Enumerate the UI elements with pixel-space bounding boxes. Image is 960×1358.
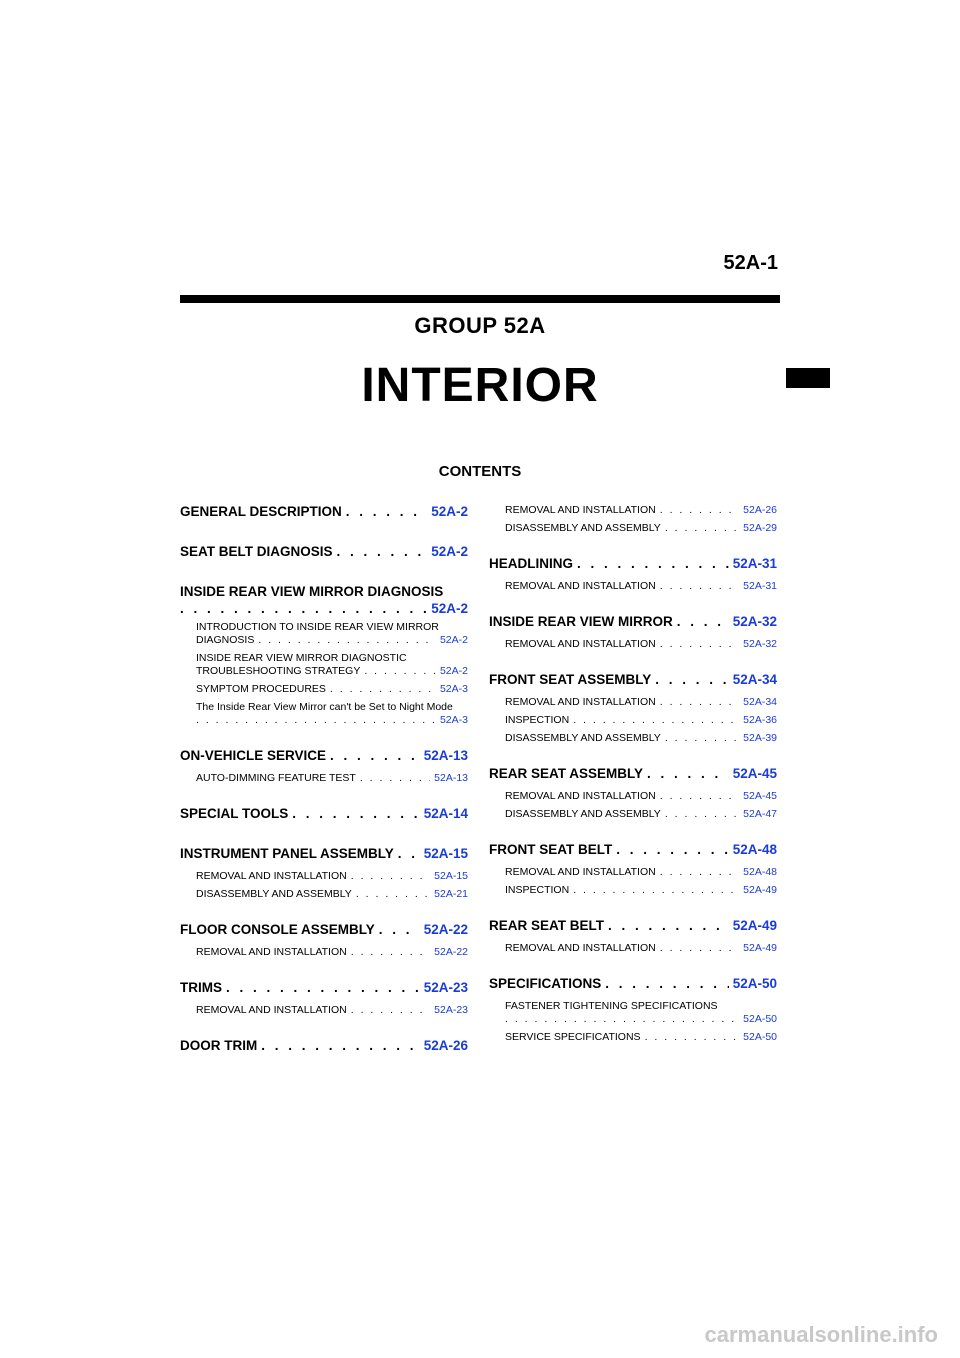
leader-dots [577,556,729,571]
leader-dots [660,504,739,516]
leader-dots [226,980,420,995]
leader-dots [660,866,739,878]
toc-label: DISASSEMBLY AND ASSEMBLY [196,888,352,900]
toc-label-line1: INSIDE REAR VIEW MIRROR DIAGNOSTIC [196,652,407,664]
toc-page-link[interactable]: 52A-32 [743,638,777,650]
leader-dots [398,846,420,861]
toc-subentry-ip-disassembly[interactable] [180,888,468,900]
toc-page-link[interactable]: 52A-2 [431,544,468,559]
toc-subentry-mirror-intro[interactable] [180,621,468,646]
leader-dots [660,696,739,708]
toc-label: DIAGNOSIS [196,634,255,646]
toc-page-link[interactable]: 52A-3 [439,714,468,726]
toc-page-link[interactable]: 52A-15 [434,870,468,882]
toc-entry-special-tools[interactable] [180,806,468,824]
leader-dots [573,714,739,726]
toc-label: REAR SEAT BELT [489,918,605,933]
toc-subentry-dt-disassembly[interactable] [489,522,777,534]
toc-label-line1: The Inside Rear View Mirror can't be Set to Night Mode [196,701,453,713]
toc-label: TRIMS [180,980,222,995]
toc-page-link[interactable]: 52A-22 [434,946,468,958]
toc-label: REMOVAL AND INSTALLATION [196,870,347,882]
toc-subentry-rb-removal[interactable] [489,942,777,954]
toc-subentry-rs-disassembly[interactable] [489,808,777,820]
toc-entry-specifications[interactable] [489,976,777,994]
toc-subentry-fastener-specs[interactable] [489,1000,777,1025]
toc-right-column [489,500,777,1043]
toc-label: DISASSEMBLY AND ASSEMBLY [505,732,661,744]
leader-dots [258,634,436,646]
toc-page-link[interactable]: 52A-2 [439,665,468,677]
toc-page-link[interactable]: 52A-13 [423,748,468,763]
toc-label: INSPECTION [505,884,570,896]
leader-dots [364,665,436,677]
leader-dots [351,1004,430,1016]
toc-page-link[interactable]: 52A-26 [423,1038,468,1053]
toc-page-link[interactable]: 52A-45 [743,790,777,802]
toc-entry-headlining[interactable] [489,556,777,574]
leader-dots [665,522,739,534]
toc-label: AUTO-DIMMING FEATURE TEST [196,772,356,784]
leader-dots [645,1031,740,1043]
toc-label-line1: FASTENER TIGHTENING SPECIFICATIONS [505,1000,718,1012]
toc-label: DISASSEMBLY AND ASSEMBLY [505,522,661,534]
toc-label: SYMPTOM PROCEDURES [196,683,326,695]
leader-dots [655,672,728,687]
toc-label: INSPECTION [505,714,570,726]
toc-subentry-hl-removal[interactable] [489,580,777,592]
toc-label: REMOVAL AND INSTALLATION [505,638,656,650]
toc-label: REMOVAL AND INSTALLATION [505,790,656,802]
toc-label: TROUBLESHOOTING STRATEGY [196,665,361,677]
toc-page-link[interactable]: 52A-32 [732,614,777,629]
toc-label: SPECIAL TOOLS [180,806,289,821]
leader-dots [292,806,419,821]
toc-entry-front-seat-belt[interactable] [489,842,777,860]
toc-subentry-fs-removal[interactable] [489,696,777,708]
toc-label: ON-VEHICLE SERVICE [180,748,327,763]
watermark: carmanualsonline.info [704,1322,938,1347]
toc-subentry-trims-removal[interactable] [180,1004,468,1016]
toc-page-link[interactable]: 52A-15 [423,846,468,861]
toc-label: GENERAL DESCRIPTION [180,504,342,519]
toc-entry-door-trim[interactable] [180,1038,468,1056]
toc-subentry-fs-inspection[interactable] [489,714,777,726]
toc-page-link[interactable]: 52A-31 [732,556,777,571]
toc-entry-rear-seat-assembly[interactable] [489,766,777,784]
leader-dots [330,748,420,763]
toc-subentry-service-specs[interactable] [489,1031,777,1043]
toc-subentry-fb-removal[interactable] [489,866,777,878]
leader-dots [351,870,430,882]
toc-subentry-fb-inspection[interactable] [489,884,777,896]
leader-dots [665,808,739,820]
leader-dots [665,732,739,744]
toc-label: INSTRUMENT PANEL ASSEMBLY [180,846,394,861]
toc-left-column [180,500,468,1056]
toc-subentry-mirror-strategy[interactable] [180,652,468,677]
toc-entry-instrument-panel[interactable] [180,846,468,864]
toc-page-link[interactable]: 52A-14 [423,806,468,821]
leader-dots [330,683,436,695]
toc-page-link[interactable]: 52A-50 [743,1031,777,1043]
main-title: INTERIOR [361,359,599,412]
toc-label: FRONT SEAT ASSEMBLY [489,672,652,687]
toc-page-link[interactable]: 52A-23 [423,980,468,995]
toc-page-link[interactable]: 52A-36 [743,714,777,726]
leader-dots [660,580,739,592]
toc-page-link[interactable]: 52A-22 [423,922,468,937]
leader-dots [660,638,739,650]
toc-label: INSIDE REAR VIEW MIRROR [489,614,673,629]
toc-entry-on-vehicle-service[interactable] [180,748,468,766]
toc-subentry-rs-removal[interactable] [489,790,777,802]
toc-entry-front-seat-assembly[interactable] [489,672,777,690]
toc-entry-general-description[interactable] [180,504,468,522]
toc-subentry-auto-dimming[interactable] [180,772,468,784]
toc-label: REMOVAL AND INSTALLATION [505,866,656,878]
toc-label: FLOOR CONSOLE ASSEMBLY [180,922,375,937]
toc-page-link[interactable]: 52A-31 [743,580,777,592]
leader-dots [647,766,729,781]
toc-entry-inside-rear-view-mirror[interactable] [489,614,777,632]
toc-page-link[interactable]: 52A-2 [439,634,468,646]
group-title: GROUP 52A [414,313,546,338]
toc-subentry-fs-disassembly[interactable] [489,732,777,744]
toc-label: REMOVAL AND INSTALLATION [505,696,656,708]
toc-subentry-mirror-removal[interactable] [489,638,777,650]
header-rule [180,295,780,303]
toc-entry-mirror-diagnosis[interactable] [180,584,468,619]
leader-dots [356,888,430,900]
leader-dots [660,942,739,954]
toc-subentry-fc-removal[interactable] [180,946,468,958]
toc-label: INSIDE REAR VIEW MIRROR DIAGNOSIS [180,584,444,599]
toc-page-link[interactable]: 52A-21 [434,888,468,900]
toc-page-link[interactable]: 52A-49 [743,942,777,954]
toc-subentry-night-mode[interactable] [180,701,468,726]
toc-page-link[interactable]: 52A-2 [431,601,468,616]
leader-dots [608,918,729,933]
leader-dots [677,614,729,629]
leader-dots [346,504,427,519]
leader-dots [616,842,728,857]
toc-page-link[interactable]: 52A-48 [732,842,777,857]
leader-dots [505,1013,739,1025]
toc-label: REMOVAL AND INSTALLATION [505,504,656,516]
toc-entry-trims[interactable] [180,980,468,998]
toc-label: REMOVAL AND INSTALLATION [505,580,656,592]
toc-label: DOOR TRIM [180,1038,258,1053]
toc-label: FRONT SEAT BELT [489,842,613,857]
toc-page-link[interactable]: 52A-34 [732,672,777,687]
page-number: 52A-1 [723,252,778,274]
toc-page-link[interactable]: 52A-50 [732,976,777,991]
toc-page-link[interactable]: 52A-3 [439,683,468,695]
leader-dots [337,544,428,559]
leader-dots [180,601,427,616]
toc-page-link[interactable]: 52A-26 [743,504,777,516]
toc-page-link[interactable]: 52A-49 [732,918,777,933]
toc-page-link[interactable]: 52A-13 [434,772,468,784]
toc-label: REMOVAL AND INSTALLATION [196,1004,347,1016]
leader-dots [660,790,739,802]
toc-entry-floor-console[interactable] [180,922,468,940]
leader-dots [196,714,436,726]
leader-dots [379,922,420,937]
toc-label: DISASSEMBLY AND ASSEMBLY [505,808,661,820]
toc-page-link[interactable]: 52A-50 [743,1013,777,1025]
toc-label: HEADLINING [489,556,573,571]
toc-label: REMOVAL AND INSTALLATION [196,946,347,958]
toc-entry-seat-belt-diagnosis[interactable] [180,544,468,562]
toc-page-link[interactable]: 52A-48 [743,866,777,878]
toc-label: SPECIFICATIONS [489,976,602,991]
toc-label: REAR SEAT ASSEMBLY [489,766,644,781]
toc-page-link[interactable]: 52A-23 [434,1004,468,1016]
toc-page-link[interactable]: 52A-2 [431,504,468,519]
toc-label: SERVICE SPECIFICATIONS [505,1031,641,1043]
leader-dots [605,976,728,991]
toc-subentry-ip-removal[interactable] [180,870,468,882]
toc-page-link[interactable]: 52A-29 [743,522,777,534]
toc-label: REMOVAL AND INSTALLATION [505,942,656,954]
toc-label-line1: INTRODUCTION TO INSIDE REAR VIEW MIRROR [196,621,439,633]
leader-dots [573,884,739,896]
toc-subentry-dt-removal[interactable] [489,504,777,516]
toc-page-link[interactable]: 52A-49 [743,884,777,896]
contents-heading: CONTENTS [438,463,522,480]
toc-label: SEAT BELT DIAGNOSIS [180,544,333,559]
leader-dots [261,1038,419,1053]
leader-dots [351,946,430,958]
leader-dots [360,772,430,784]
toc-subentry-symptom-procedures[interactable] [180,683,468,695]
toc-entry-rear-seat-belt[interactable] [489,918,777,936]
toc-page-link[interactable]: 52A-39 [743,732,777,744]
toc-page-link[interactable]: 52A-34 [743,696,777,708]
toc-page-link[interactable]: 52A-45 [732,766,777,781]
toc-page-link[interactable]: 52A-47 [743,808,777,820]
